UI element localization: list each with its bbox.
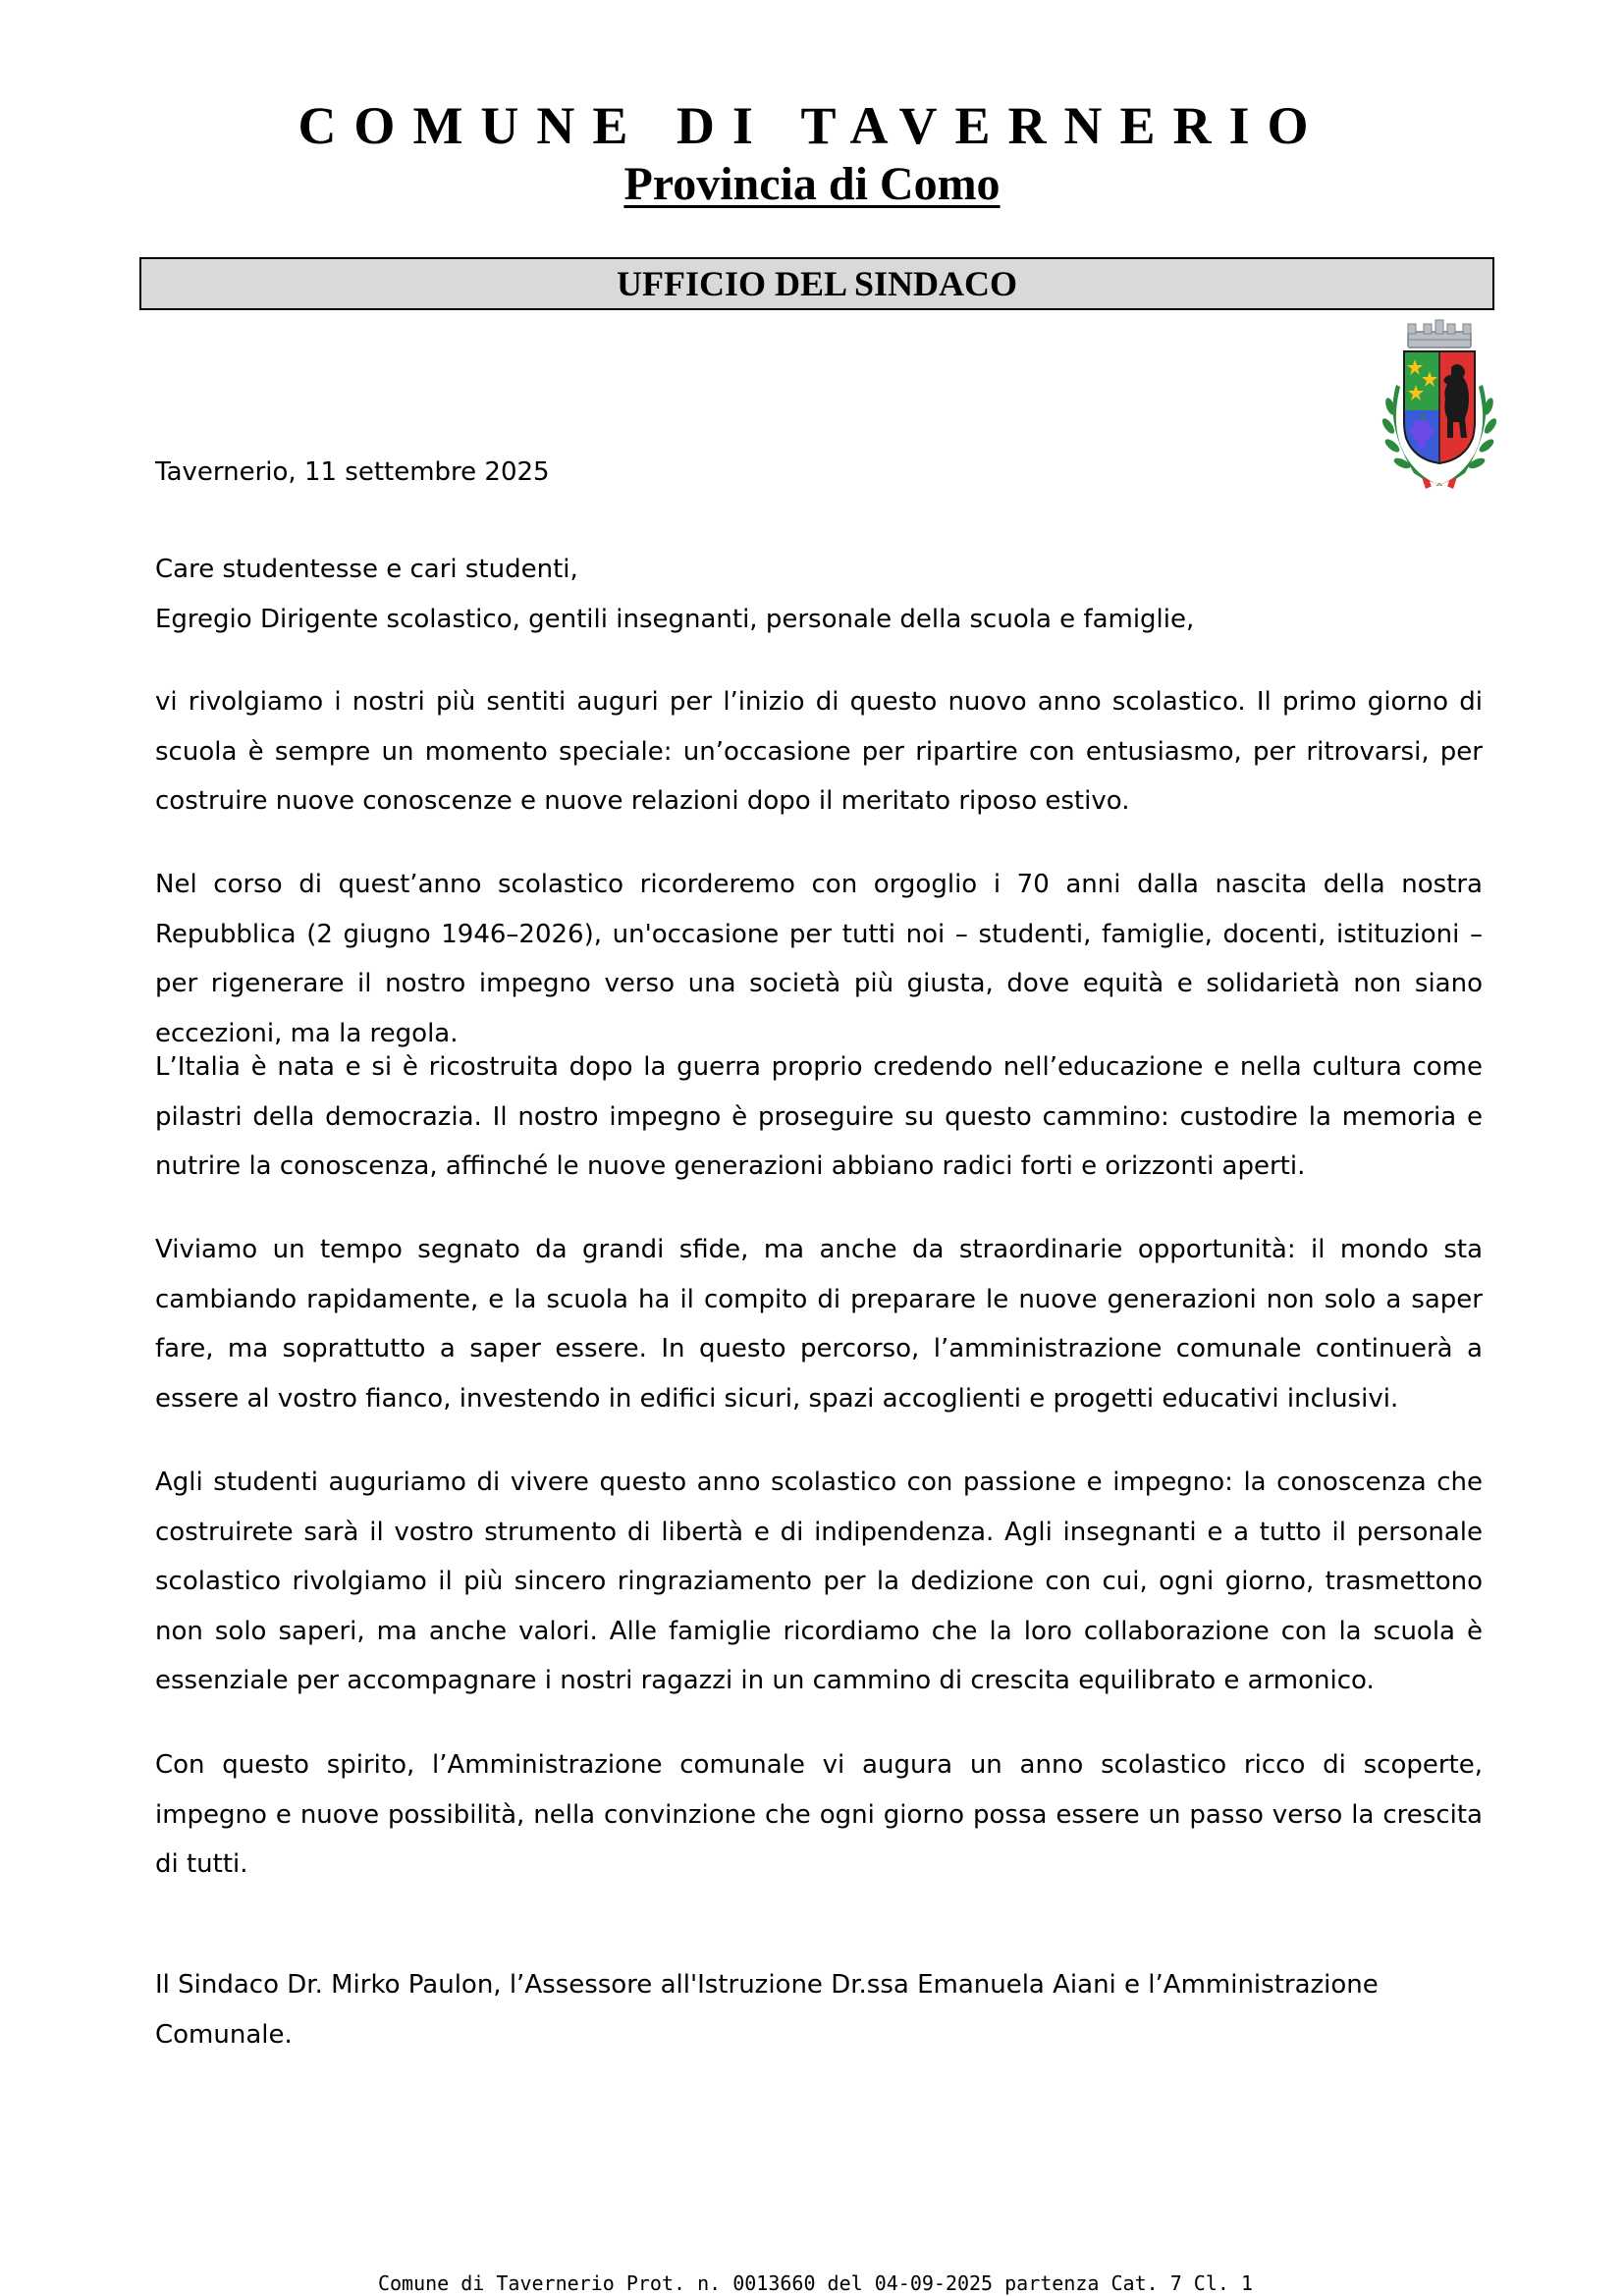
province-subtitle <box>0 155 1624 214</box>
protocol-footer: Comune di Tavernerio Prot. n. 0013660 del 04-09-2025 partenza Cat. 7 Cl. 1 <box>377 2271 1254 2295</box>
body-paragraph: L’Italia è nata e si è ricostruita dopo la guerra proprio credendo nell’educazione e nella cultura come pilastri della democrazia. Il nostro impegno è proseguire su questo cammino: custodire la memoria e nutrire la conoscenza, affinché le nuove generazioni abbiano radici forti e orizzonti aperti. <box>155 1052 1483 1181</box>
body-paragraph: Con questo spirito, l’Amministrazione comunale vi augura un anno scolastico ricco di scoperte, impegno e nuove possibilità, nella convinzione che ogni giorno possa essere un passo verso la crescita di tutti. <box>155 1750 1483 1879</box>
signature-line: Il Sindaco Dr. Mirko Paulon, l’Assessore all'Istruzione Dr.ssa Emanuela Aiani e l’Amministrazione Comunale. <box>155 1970 1379 2050</box>
letter-date: Tavernerio, 11 settembre 2025 <box>155 457 550 487</box>
body-paragraph: vi rivolgiamo i nostri più sentiti auguri per l’inizio di questo nuovo anno scolastico. Il primo giorno di scuola è sempre un momento speciale: un’occasione per ripartire con entusiasmo, per ritrovarsi, per costruire nuove conoscenze e nuove relazioni dopo il meritato riposo estivo. <box>155 687 1483 816</box>
shield-icon <box>1404 351 1475 463</box>
greeting-students: Care studentesse e cari studenti, <box>155 555 578 584</box>
body-paragraph: Nel corso di quest’anno scolastico ricorderemo con orgoglio i 70 anni dalla nascita della nostra Repubblica (2 giugno 1946–2026), un'occasione per tutti noi – studenti, famiglie, docenti, istituzioni – per rigenerare il nostro impegno verso una società più giusta, dove equità e solidarietà non siano eccezioni, ma la regola. <box>155 870 1483 1048</box>
body-paragraph: Agli studenti auguriamo di vivere questo anno scolastico con passione e impegno: la conoscenza che costruirete sarà il vostro strumento di libertà e di indipendenza. Agli insegnanti e a tutto il personale scolastico rivolgiamo il più sincero ringraziamento per la dedizione con cui, ogni giorno, trasmettono non solo saperi, ma anche valori. Alle famiglie ricordiamo che la loro collaborazione con la scuola è essenziale per accompagnare i nostri ragazzi in un cammino di crescita equilibrato e armonico. <box>155 1468 1483 1695</box>
greeting-school-staff: Egregio Dirigente scolastico, gentili insegnanti, personale della scuola e famiglie, <box>155 605 1195 634</box>
office-banner: UFFICIO DEL SINDACO <box>139 257 1494 310</box>
municipality-title: COMUNE DI TAVERNERIO <box>298 96 1326 155</box>
body-paragraph: Viviamo un tempo segnato da grandi sfide, ma anche da straordinarie opportunità: il mondo sta cambiando rapidamente, e la scuola ha il compito di preparare le nuove generazioni non solo a saper fare, ma soprattutto a saper essere. In questo percorso, l’amministrazione comunale continuerà a essere al vostro fianco, investendo in edifici sicuri, spazi accoglienti e progetti educativi inclusivi. <box>155 1235 1483 1414</box>
crown-icon <box>1408 320 1471 347</box>
province-subtitle-text: Provincia di Como <box>623 158 1001 210</box>
